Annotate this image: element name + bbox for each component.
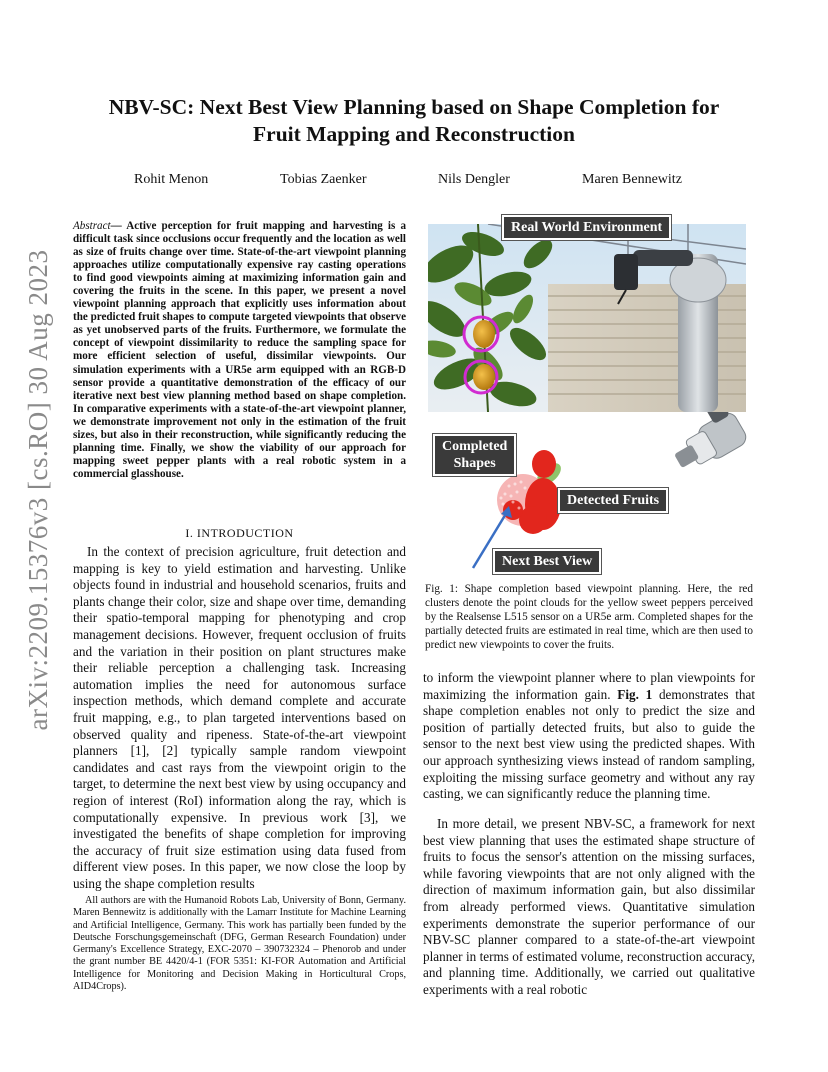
label-completed-line1: Completed (442, 439, 508, 454)
label-real-world-environment: Real World Environment (502, 215, 671, 240)
abstract-label: Abstract— (73, 220, 122, 232)
intro-column-2-para2 (423, 816, 755, 999)
figure-1 (425, 212, 750, 572)
greenhouse-photo (428, 224, 746, 412)
author-3: Nils Dengler (438, 172, 510, 187)
intro-paragraph: In the context of precision agriculture, fruit detection and mapping is key to yield estimation and harvesting. Unlike objects found in industrial and household scenarios, fruits and plants change their color, size and shape over time, demanding their spatio-temporal mapping for phenotyping and crop management decisions. However, frequent occlusion of fruits and the variation in their position on plant structures make their reliable perception a challenging task. Increasing automation implies the need for autonomous surface inspection methods, which demand complete and accurate fruit mapping, e.g., to plan targeted interventions based on observed quality and ripeness. State-of-the-art viewpoint planners [1], [2] typically sample random viewpoint candidates and cast rays from the viewpoint origin to the target, to determine the next best view by using occupancy and region of interest (RoI) information along the ray, which is computationally expensive. In previous work [3], we investigated the benefits of shape completion for improving the accuracy of fruit size estimation using data fused from different view poses. In this paper, we now close the loop by using the shape completion results (73, 544, 406, 891)
paper-title: NBV-SC: Next Best View Planning based on Shape Completion for Fruit Mapping and Reconstruction (108, 95, 720, 146)
intro-column-1 (73, 544, 406, 892)
author-2: Tobias Zaenker (280, 172, 367, 187)
label-detected-fruits: Detected Fruits (558, 488, 668, 513)
para2-text: In more detail, we present NBV-SC, a framework for next best view planning that uses the estimated shape structure of fruits to focus the sensor's attention on the missing surfaces, while favoring viewpoints that are not only aligned with the direction of maximum information gain, but also dissimilar from already performed views. Quantitative simulation experiments demonstrate the superior performance of our NBV-SC planner compared to a state-of-the-art viewpoint planner in terms of estimated volume, reconstruction accuracy, and planning time. Additionally, we carried out qualitative experiments with a real robotic (423, 816, 755, 997)
para1-text-a: to inform the viewpoint planner where to plan viewpoints for maximizing the information gain. (423, 670, 755, 702)
intro-column-2-para1 (423, 670, 755, 803)
label-completed-shapes (433, 434, 516, 476)
para1-text-b: demonstrates that shape completion enables not only to predict the size and position of partially detected fruits, but also to guide the sensor to the next best view using the predicted shapes. With our approach synthesizing views instead of random sampling, exploiting the missing surface geometry and without any ray casting, we can significantly reduce the planning time. (423, 686, 756, 802)
abstract (73, 220, 406, 481)
label-completed-line2: Shapes (453, 456, 496, 471)
section-heading-introduction: I. INTRODUCTION (185, 526, 294, 540)
author-footnote (73, 895, 406, 993)
arxiv-identifier: arXiv:2209.15376v3 [cs.RO] 30 Aug 2023 (23, 249, 53, 731)
label-next-best-view: Next Best View (493, 549, 601, 574)
author-4: Maren Bennewitz (582, 172, 682, 187)
figure-caption: Fig. 1: Shape completion based viewpoint planning. Here, the red clusters denote the point clouds for the yellow sweet peppers perceived by the Realsense L515 sensor on a UR5e arm. Completed shapes for the partially detected fruits are estimated in real time, which are then used to predict new viewpoints to cover the fruits. (425, 583, 753, 651)
abstract-text: Active perception for fruit mapping and harvesting is a difficult task since occlusions occur frequently and the location as well as size of fruits change over time. State-of-the-art viewpoint planning approaches utilize computationally expensive ray casting operations to find good viewpoints aiming at maximizing information gain and covering the fruits in the scene. In this paper, we present a novel viewpoint planning approach that explicitly uses information about the predicted fruit shapes to compute targeted viewpoints that observe as yet unobserved parts of the fruits. Furthermore, we formulate the concept of viewpoint dissimilarity to reduce the sampling space for more efficient selection of useful, dissimilar viewpoints. Our simulation experiments with a UR5e arm equipped with an RGB-D sensor provide a quantitative demonstration of the efficacy of our iterative next best view planning method based on shape completion. In comparative experiments with a state-of-the-art viewpoint planner, we demonstrate improvement not only in the estimation of the fruit sizes, but also in their reconstruction, while significantly reducing the planning time. Finally, we show the viability of our approach for mapping sweet pepper plants with a real robotic system in a commercial glasshouse. (73, 220, 406, 480)
figure-reference[interactable]: Fig. 1 (617, 686, 653, 702)
author-1: Rohit Menon (134, 172, 209, 187)
footnote-text: All authors are with the Humanoid Robots Lab, University of Bonn, Germany. Maren Bennewitz is additionally with the Lamarr Institute for Machine Learning and Artificial Intelligence, Germany. This work has partially been funded by the Deutsche Forschungsgemeinschaft (DFG, German Research Foundation) under Germany's Excellence Strategy, EXC-2070 – 390732324 – Phenorob and under the grant number BE 4420/4-1 (FOR 5351: KI-FOR Automation and Artificial Intelligence for Monitoring and Decision Making in Horticultural Crops, AID4Crops). (73, 895, 406, 993)
